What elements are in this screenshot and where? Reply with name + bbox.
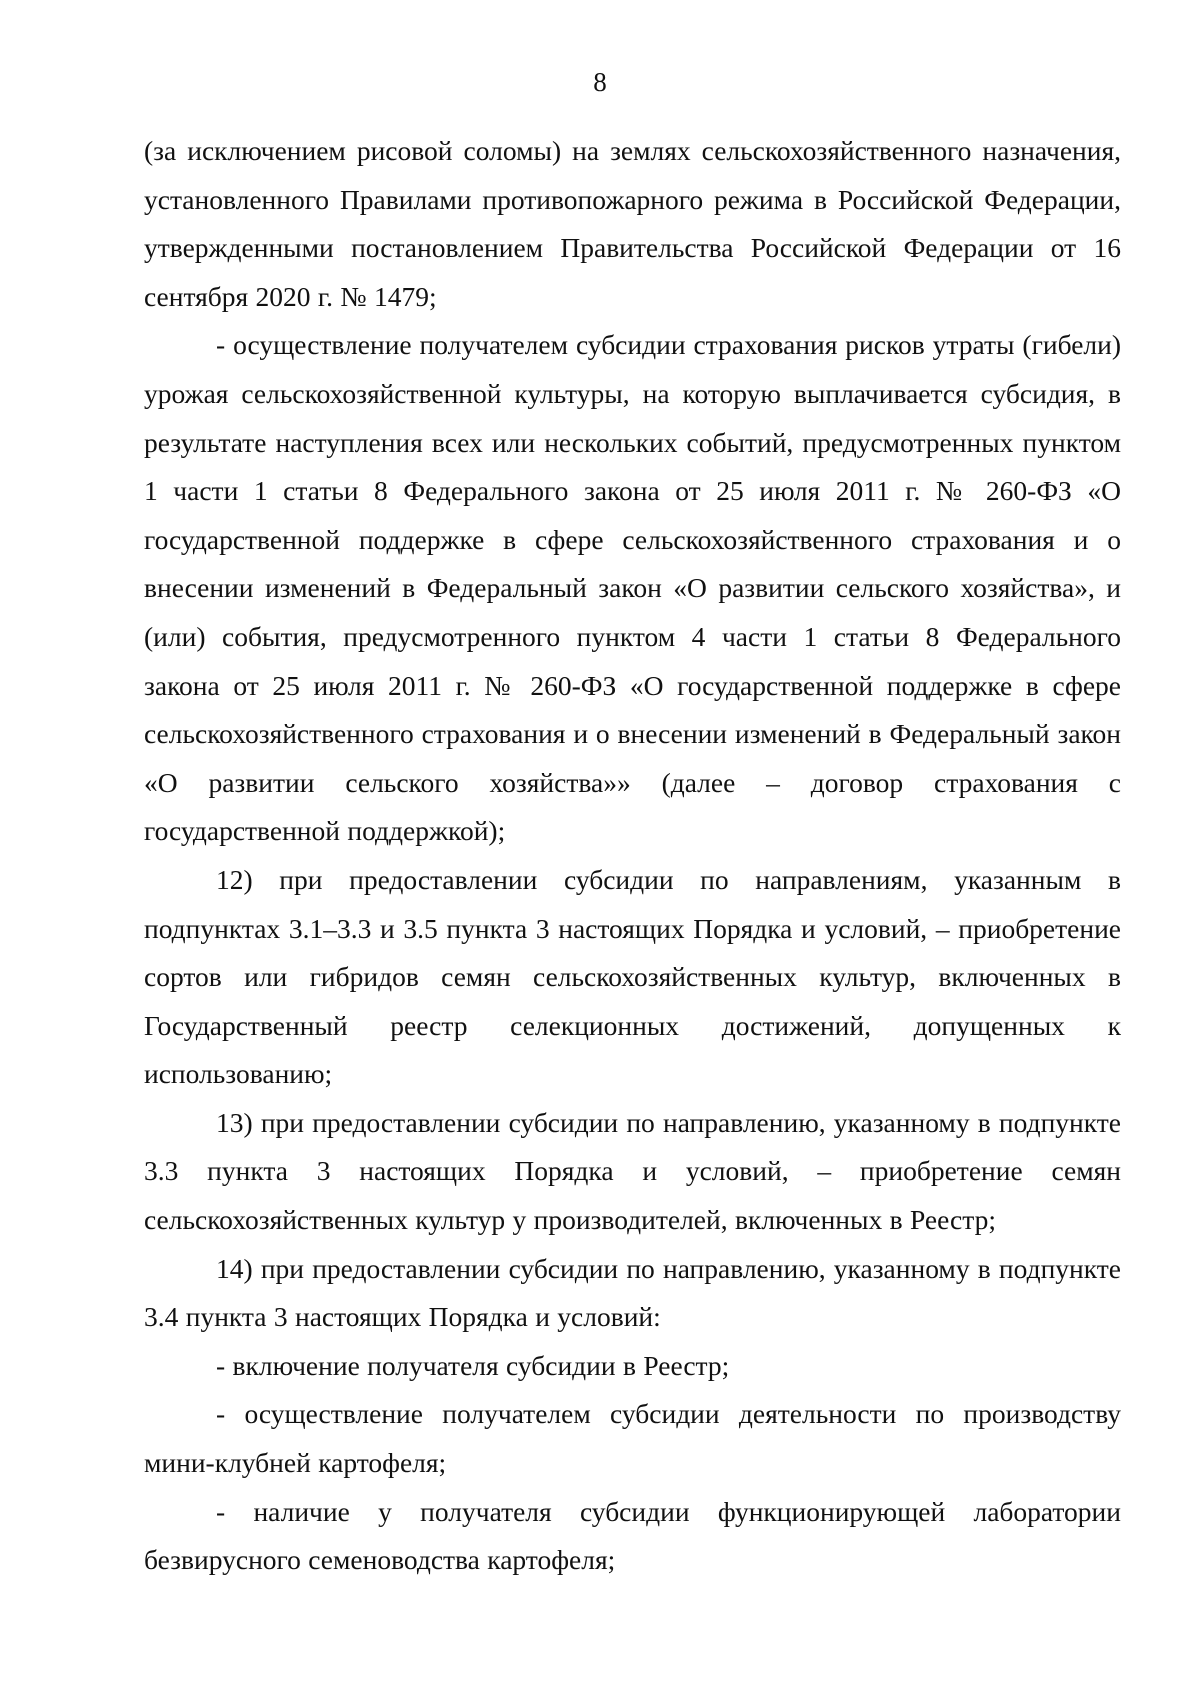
- paragraph-item-12: 12) при предоставлении субсидии по направлениям, указанным в подпунктах 3.1–3.3 и 3.5 пункта 3 настоящих Порядка и условий, – приобретение сортов или гибридов семян сельскохозяйственных культур, включенных в Государственный реестр селекционных достижений, допущенных к использованию;: [144, 863, 1121, 1090]
- paragraph-mini-tuber-production: - осуществление получателем субсидии деятельности по производству мини-клубней картофеля;: [144, 1398, 1121, 1479]
- page-number: 8: [593, 67, 607, 97]
- paragraph-insurance-condition: - осуществление получателем субсидии страхования рисков утраты (гибели) урожая сельскохозяйственной культуры, на которую выплачивается субсидия, в результате наступления всех или нескольких событий, предусмотренных пунктом 1 части 1 статьи 8 Федерального закона от 25 июля 2011 г. № 260-ФЗ «О государственной поддержке в сфере сельскохозяйственного страхования и о внесении изменений в Федеральный закон «О развитии сельского хозяйства», и (или) события, предусмотренного пунктом 4 части 1 статьи 8 Федерального закона от 25 июля 2011 г. № 260-ФЗ «О государственной поддержке в сфере сельскохозяйственного страхования и о внесении изменений в Федеральный закон «О развитии сельского хозяйства»» (далее – договор страхования с государственной поддержкой);: [144, 329, 1121, 847]
- paragraph-item-13: 13) при предоставлении субсидии по направлению, указанному в подпункте 3.3 пункта 3 настоящих Порядка и условий, – приобретение семян сельскохозяйственных культур у производителей, включенных в Реестр;: [144, 1106, 1121, 1236]
- paragraph-registry-inclusion: - включение получателя субсидии в Реестр;: [216, 1349, 730, 1381]
- paragraph-virus-free-laboratory: - наличие у получателя субсидии функционирующей лаборатории безвирусного семеноводства картофеля;: [144, 1495, 1121, 1576]
- document-body: [144, 127, 1121, 1585]
- paragraph-item-14: 14) при предоставлении субсидии по направлению, указанному в подпункте 3.4 пункта 3 настоящих Порядка и условий:: [144, 1252, 1121, 1333]
- paragraph-continuation: (за исключением рисовой соломы) на землях сельскохозяйственного назначения, установленного Правилами противопожарного режима в Российской Федерации, утвержденными постановлением Правительства Российской Федерации от 16 сентября 2020 г. № 1479;: [144, 135, 1121, 312]
